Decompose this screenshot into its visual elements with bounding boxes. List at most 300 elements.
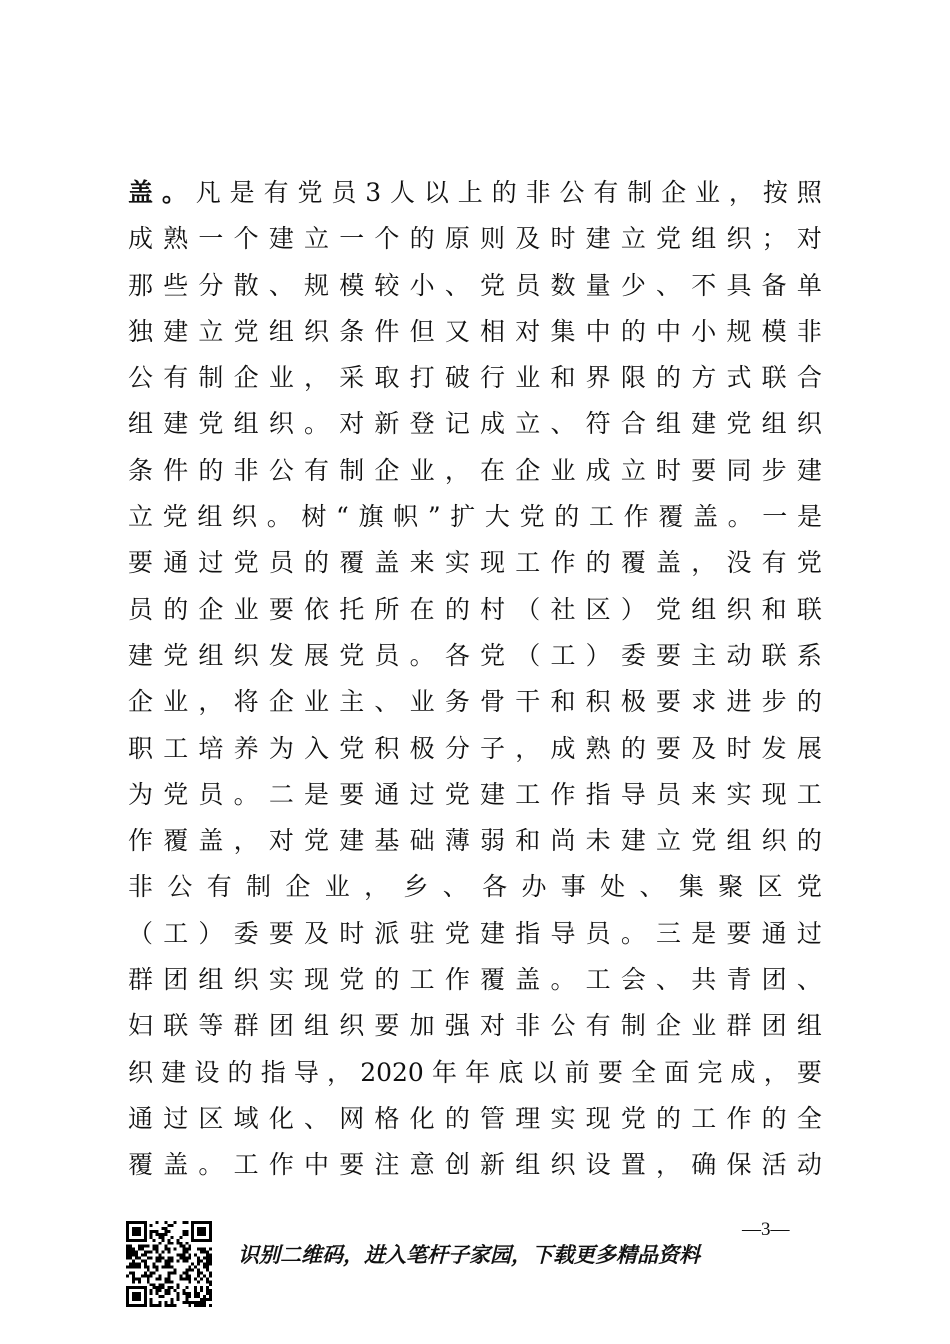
glyph: 管 (480, 1103, 506, 1133)
glyph: 党 (796, 548, 822, 578)
body-paragraph (128, 170, 822, 1189)
glyph: 员 (198, 779, 224, 809)
glyph: 记 (444, 409, 470, 439)
glyph: 有 (163, 363, 189, 393)
glyph: 骨 (480, 687, 506, 717)
glyph: 未 (585, 826, 611, 856)
glyph: 登 (409, 409, 435, 439)
glyph: 的 (620, 316, 646, 346)
glyph: 要 (128, 548, 154, 578)
glyph: 作 (444, 965, 470, 995)
glyph: 党 (480, 270, 506, 300)
paragraph-line (128, 726, 822, 772)
glyph: 会 (620, 965, 646, 995)
glyph: 建 (796, 455, 822, 485)
glyph: 作 (128, 826, 154, 856)
glyph: 现 (761, 779, 787, 809)
glyph: 为 (128, 779, 154, 809)
glyph: 组 (515, 1150, 541, 1180)
glyph: 。 (727, 502, 753, 532)
glyph: 凡 (195, 178, 221, 207)
glyph: 础 (409, 826, 435, 856)
glyph: 限 (620, 363, 646, 393)
glyph: 团 (163, 965, 189, 995)
glyph: 前 (564, 1057, 590, 1087)
glyph: 青 (726, 965, 752, 995)
glyph: 联 (796, 594, 822, 624)
glyph: ， (763, 1057, 789, 1087)
glyph: 制 (339, 455, 365, 485)
glyph: 工 (163, 733, 189, 763)
glyph: 工 (409, 965, 435, 995)
paragraph-line (128, 1096, 822, 1142)
glyph: 导 (293, 1057, 319, 1087)
glyph: 符 (585, 409, 611, 439)
glyph: 大 (484, 502, 510, 532)
glyph: 织 (726, 594, 752, 624)
glyph: 是 (229, 178, 255, 207)
paragraph-line (128, 1142, 822, 1188)
glyph: 工 (550, 640, 576, 670)
glyph: 盖 (128, 178, 154, 207)
glyph: 展 (796, 733, 822, 763)
glyph: 覆 (480, 965, 506, 995)
glyph: 格 (374, 1103, 400, 1133)
glyph: 中 (304, 1150, 330, 1180)
glyph: 盖 (163, 1150, 189, 1180)
glyph: 委 (233, 918, 259, 948)
glyph: 条 (128, 455, 154, 485)
glyph: 意 (409, 1150, 435, 1180)
paragraph-line (128, 587, 822, 633)
glyph: 要 (656, 640, 682, 670)
glyph: ， (327, 1057, 353, 1087)
glyph: 企 (233, 363, 259, 393)
glyph: ， (656, 1150, 682, 1180)
glyph: 覆 (128, 1150, 154, 1180)
glyph: （ (515, 594, 541, 624)
glyph: 组 (761, 409, 787, 439)
glyph: 织 (128, 1057, 154, 1087)
glyph: 织 (796, 409, 822, 439)
glyph: 弱 (480, 826, 506, 856)
glyph: 党 (163, 779, 189, 809)
glyph: 、 (639, 872, 665, 902)
glyph: 则 (480, 224, 506, 254)
glyph: 员 (128, 594, 154, 624)
glyph: 、 (304, 1103, 330, 1133)
glyph: 组 (304, 1011, 330, 1041)
glyph: 现 (585, 1103, 611, 1133)
glyph: 展 (304, 640, 330, 670)
glyph: 有 (263, 178, 289, 207)
glyph: 工 (691, 1103, 717, 1133)
glyph: 按 (762, 178, 788, 207)
glyph: 时 (656, 455, 682, 485)
glyph: 作 (550, 779, 576, 809)
glyph: 要 (796, 1057, 822, 1087)
glyph: 各 (444, 640, 470, 670)
glyph: 的 (656, 363, 682, 393)
glyph: 聚 (718, 872, 744, 902)
glyph: 、 (374, 687, 400, 717)
glyph: 员 (331, 178, 357, 207)
glyph: 三 (656, 918, 682, 948)
glyph: 过 (163, 1103, 189, 1133)
glyph: 非 (233, 455, 259, 485)
glyph: 及 (304, 918, 330, 948)
glyph: 过 (409, 779, 435, 809)
glyph: 建 (620, 826, 646, 856)
glyph: 以 (423, 178, 449, 207)
glyph: 通 (163, 548, 189, 578)
glyph: 要 (597, 1057, 623, 1087)
glyph: 非 (796, 316, 822, 346)
glyph: 数 (550, 270, 576, 300)
glyph: 。 (409, 640, 435, 670)
paragraph-line (128, 448, 822, 494)
glyph: 建 (163, 316, 189, 346)
glyph: 依 (304, 594, 330, 624)
glyph: 中 (656, 316, 682, 346)
glyph: 没 (726, 548, 752, 578)
glyph: 联 (761, 363, 787, 393)
glyph: 党 (444, 779, 470, 809)
glyph: 党 (480, 640, 506, 670)
paragraph-line (128, 355, 822, 401)
glyph: 的 (796, 687, 822, 717)
glyph: 工 (233, 1150, 259, 1180)
glyph: 党 (339, 965, 365, 995)
glyph: 组 (691, 594, 717, 624)
glyph: 有 (304, 455, 330, 485)
paragraph-line (128, 633, 822, 679)
glyph: 有 (593, 178, 619, 207)
glyph: 发 (268, 640, 294, 670)
glyph: 党 (233, 548, 259, 578)
glyph: 织 (339, 1011, 365, 1041)
glyph: 盖 (515, 965, 541, 995)
glyph: 主 (691, 640, 717, 670)
glyph: 2020 (360, 1057, 424, 1087)
paragraph-line (128, 864, 822, 910)
glyph: 对 (480, 1011, 506, 1041)
glyph: 覆 (163, 826, 189, 856)
glyph: 养 (233, 733, 259, 763)
glyph: 立 (128, 502, 154, 532)
glyph: 公 (128, 363, 154, 393)
glyph: 区 (585, 594, 611, 624)
glyph: 派 (374, 918, 400, 948)
glyph: 设 (585, 1150, 611, 1180)
glyph: 件 (163, 455, 189, 485)
glyph: 不 (691, 270, 717, 300)
glyph: 强 (444, 1011, 470, 1041)
glyph: 成 (480, 409, 506, 439)
glyph: 采 (339, 363, 365, 393)
glyph: 过 (198, 548, 224, 578)
glyph: 创 (444, 1150, 470, 1180)
glyph: ） (585, 640, 611, 670)
glyph: 导 (620, 779, 646, 809)
glyph: 有 (206, 872, 232, 902)
glyph: 组 (128, 409, 154, 439)
paragraph-line (128, 494, 822, 540)
glyph: 党 (620, 1103, 646, 1133)
glyph: 建 (268, 224, 294, 254)
glyph: 一 (198, 224, 224, 254)
glyph: 织 (233, 965, 259, 995)
glyph: 有 (761, 548, 787, 578)
glyph: 员 (656, 779, 682, 809)
paragraph-line (128, 170, 822, 216)
glyph: 实 (550, 1103, 576, 1133)
glyph: 集 (678, 872, 704, 902)
glyph: 帜 (393, 502, 419, 532)
glyph: 非 (515, 1011, 541, 1041)
glyph: 的 (620, 733, 646, 763)
glyph: 较 (374, 270, 400, 300)
glyph: 现 (480, 548, 506, 578)
glyph: 公 (550, 1011, 576, 1041)
glyph: 和 (515, 826, 541, 856)
glyph: 的 (409, 224, 435, 254)
paragraph-line (128, 818, 822, 864)
glyph: 注 (374, 1150, 400, 1180)
paragraph-line (128, 772, 822, 818)
glyph: 新 (374, 409, 400, 439)
glyph: 在 (480, 455, 506, 485)
glyph: 和 (761, 594, 787, 624)
glyph: 作 (268, 1150, 294, 1180)
glyph: 业 (324, 872, 350, 902)
glyph: 破 (444, 363, 470, 393)
glyph: 立 (198, 316, 224, 346)
glyph: 织 (726, 224, 752, 254)
glyph: 事 (560, 872, 586, 902)
glyph: 通 (374, 779, 400, 809)
glyph: 业 (515, 363, 541, 393)
glyph: 非 (128, 872, 154, 902)
glyph: 党 (162, 502, 188, 532)
glyph: 党 (691, 826, 717, 856)
glyph: 人 (390, 178, 416, 207)
page-footer (0, 1215, 950, 1315)
glyph: 是 (691, 918, 717, 948)
glyph: 成 (550, 733, 576, 763)
glyph: 组 (198, 965, 224, 995)
glyph: 理 (515, 1103, 541, 1133)
glyph: 。 (550, 965, 576, 995)
glyph: 党 (339, 640, 365, 670)
glyph: 和 (550, 687, 576, 717)
glyph: 动 (796, 1150, 822, 1180)
glyph: 制 (620, 1011, 646, 1041)
glyph: 为 (268, 733, 294, 763)
glyph: 小 (691, 316, 717, 346)
glyph: 企 (268, 687, 294, 717)
glyph: 以 (531, 1057, 557, 1087)
glyph: 织 (761, 826, 787, 856)
glyph: 联 (761, 640, 787, 670)
paragraph-line (128, 401, 822, 447)
glyph: 覆 (620, 548, 646, 578)
glyph: 党 (233, 316, 259, 346)
glyph: 通 (128, 1103, 154, 1133)
glyph: 的 (796, 826, 822, 856)
glyph: 照 (796, 178, 822, 207)
glyph: 等 (198, 1011, 224, 1041)
glyph: 散 (233, 270, 259, 300)
glyph: 工 (585, 965, 611, 995)
glyph: 作 (726, 1103, 752, 1133)
glyph: 尚 (550, 826, 576, 856)
glyph: 成 (730, 1057, 756, 1087)
glyph: 完 (697, 1057, 723, 1087)
glyph: 建 (163, 409, 189, 439)
glyph: 的 (444, 1103, 470, 1133)
glyph: 所 (374, 594, 400, 624)
glyph: 些 (163, 270, 189, 300)
glyph: 的 (444, 594, 470, 624)
glyph: 上 (457, 178, 483, 207)
glyph: 那 (128, 270, 154, 300)
glyph: 、 (656, 965, 682, 995)
glyph: 员 (374, 640, 400, 670)
glyph: 一 (762, 502, 788, 532)
paragraph-line (128, 911, 822, 957)
glyph: 过 (796, 918, 822, 948)
glyph: 小 (409, 270, 435, 300)
glyph: ； (761, 224, 787, 254)
glyph: 进 (726, 687, 752, 717)
glyph: 全 (631, 1057, 657, 1087)
paragraph-line (128, 309, 822, 355)
glyph: 个 (374, 224, 400, 254)
footer-promo-text: 识别二维码，进入笔杆子家园，下载更多精品资料 (238, 1242, 700, 1267)
glyph: 式 (726, 363, 752, 393)
glyph: 群 (128, 965, 154, 995)
glyph: 同 (726, 455, 752, 485)
glyph: 建 (691, 409, 717, 439)
glyph: 集 (550, 316, 576, 346)
glyph: 规 (726, 316, 752, 346)
glyph: 职 (128, 733, 154, 763)
glyph: 处 (600, 872, 626, 902)
glyph: 子 (480, 733, 506, 763)
glyph: 是 (304, 779, 330, 809)
glyph: ） (198, 918, 224, 948)
glyph: ， (444, 455, 470, 485)
glyph: ， (728, 178, 754, 207)
glyph: 联 (163, 1011, 189, 1041)
glyph: 盖 (692, 502, 718, 532)
glyph: 团 (268, 1011, 294, 1041)
glyph: 主 (339, 687, 365, 717)
glyph: 熟 (163, 224, 189, 254)
glyph: 活 (761, 1150, 787, 1180)
glyph: 党 (163, 640, 189, 670)
glyph: 导 (550, 918, 576, 948)
glyph: 妇 (128, 1011, 154, 1041)
paragraph-line (128, 679, 822, 725)
glyph: 将 (233, 687, 259, 717)
glyph: 、 (444, 270, 470, 300)
glyph: 规 (304, 270, 330, 300)
paragraph-line (128, 263, 822, 309)
glyph: 企 (198, 594, 224, 624)
glyph: 的 (761, 1103, 787, 1133)
glyph: 对 (268, 826, 294, 856)
glyph: 业 (550, 455, 576, 485)
glyph: 年 (431, 1057, 457, 1087)
glyph: 托 (339, 594, 365, 624)
glyph: 。 (161, 178, 187, 207)
glyph: 对 (515, 316, 541, 346)
glyph: 分 (198, 270, 224, 300)
glyph: 来 (691, 779, 717, 809)
qr-code-icon (126, 1221, 212, 1307)
glyph: 极 (409, 733, 435, 763)
glyph: 确 (691, 1150, 717, 1180)
glyph: 要 (268, 918, 294, 948)
glyph: 步 (761, 687, 787, 717)
glyph: 实 (444, 548, 470, 578)
glyph: 、 (656, 270, 682, 300)
glyph: 个 (233, 224, 259, 254)
glyph: 积 (585, 687, 611, 717)
glyph: 。 (233, 779, 259, 809)
glyph: 群 (726, 1011, 752, 1041)
glyph: 组 (796, 1011, 822, 1041)
glyph: 取 (374, 363, 400, 393)
glyph: 底 (498, 1057, 524, 1087)
glyph: 一 (339, 224, 365, 254)
glyph: 系 (796, 640, 822, 670)
glyph: 区 (757, 872, 783, 902)
glyph: 在 (409, 594, 435, 624)
glyph: 党 (304, 826, 330, 856)
glyph: 指 (515, 918, 541, 948)
glyph: ， (364, 872, 390, 902)
glyph: 保 (726, 1150, 752, 1180)
glyph: 要 (656, 687, 682, 717)
glyph: 织 (233, 640, 259, 670)
glyph: 织 (304, 316, 330, 346)
glyph: 量 (585, 270, 611, 300)
glyph: 实 (268, 965, 294, 995)
glyph: 面 (664, 1057, 690, 1087)
glyph: 建 (585, 224, 611, 254)
glyph: 实 (726, 779, 752, 809)
glyph: “ (336, 502, 349, 532)
glyph: ” (427, 502, 441, 532)
glyph: 的 (585, 548, 611, 578)
glyph: 对 (339, 409, 365, 439)
glyph: 组 (197, 502, 223, 532)
glyph: 盖 (656, 548, 682, 578)
glyph: 动 (726, 640, 752, 670)
glyph: 业 (268, 363, 294, 393)
glyph: ， (691, 548, 717, 578)
paragraph-line (128, 957, 822, 1003)
glyph: 立 (620, 224, 646, 254)
glyph: 企 (515, 455, 541, 485)
glyph: 化 (409, 1103, 435, 1133)
glyph: 指 (260, 1057, 286, 1087)
glyph: 党 (796, 872, 822, 902)
glyph: 年 (465, 1057, 491, 1087)
